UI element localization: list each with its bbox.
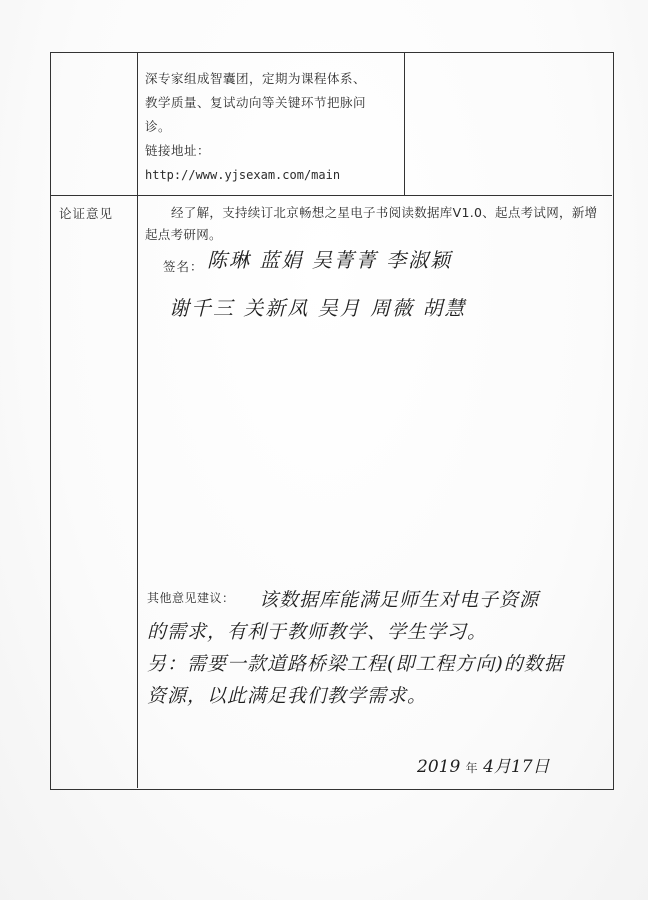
date-month-day: 4月17日	[483, 757, 550, 777]
resource-description-row	[51, 53, 612, 196]
description-line: 教学质量、复试动向等关键环节把脉问	[145, 95, 367, 110]
handwritten-signatures-1: 陈琳 蓝娟 吴菁菁 李淑颖	[207, 248, 453, 272]
date-year-char: 年	[465, 761, 478, 775]
handwritten-date	[417, 752, 550, 777]
signature-label: 签名：	[163, 259, 204, 274]
suggestion-line: 资源，以此满足我们教学需求。	[147, 685, 428, 707]
handwritten-suggestions	[147, 584, 607, 712]
suggestion-line: 的需求，有利于教师教学、学生学习。	[147, 621, 488, 643]
other-suggestions-label: 其他意见建议：	[147, 591, 235, 605]
description-line: 诊。	[145, 119, 172, 134]
opinion-text: 经了解，支持续订北京畅想之星电子书阅读数据库V1.0、起点考试网，新增起点考研网。	[145, 205, 598, 242]
date-year: 2019	[417, 757, 461, 777]
suggestion-line: 该数据库能满足师生对电子资源	[259, 589, 540, 611]
review-form-table	[50, 52, 614, 790]
description-line: 深专家组成智囊团，定期为课程体系、	[145, 71, 367, 86]
link-url: http://www.yjsexam.com/main	[145, 168, 341, 182]
link-label: 链接地址：	[145, 143, 211, 158]
opinion-label: 论证意见	[59, 206, 114, 221]
opinion-label-cell	[51, 196, 138, 788]
handwritten-signatures-2: 谢千三 关新凤 吴月 周薇 胡慧	[169, 296, 467, 320]
label-column-empty	[51, 53, 138, 195]
column-divider	[404, 53, 405, 195]
resource-description	[145, 67, 395, 187]
opinion-row	[51, 196, 612, 788]
suggestion-line: 另：需要一款道路桥梁工程(即工程方向)的数据	[147, 653, 564, 675]
